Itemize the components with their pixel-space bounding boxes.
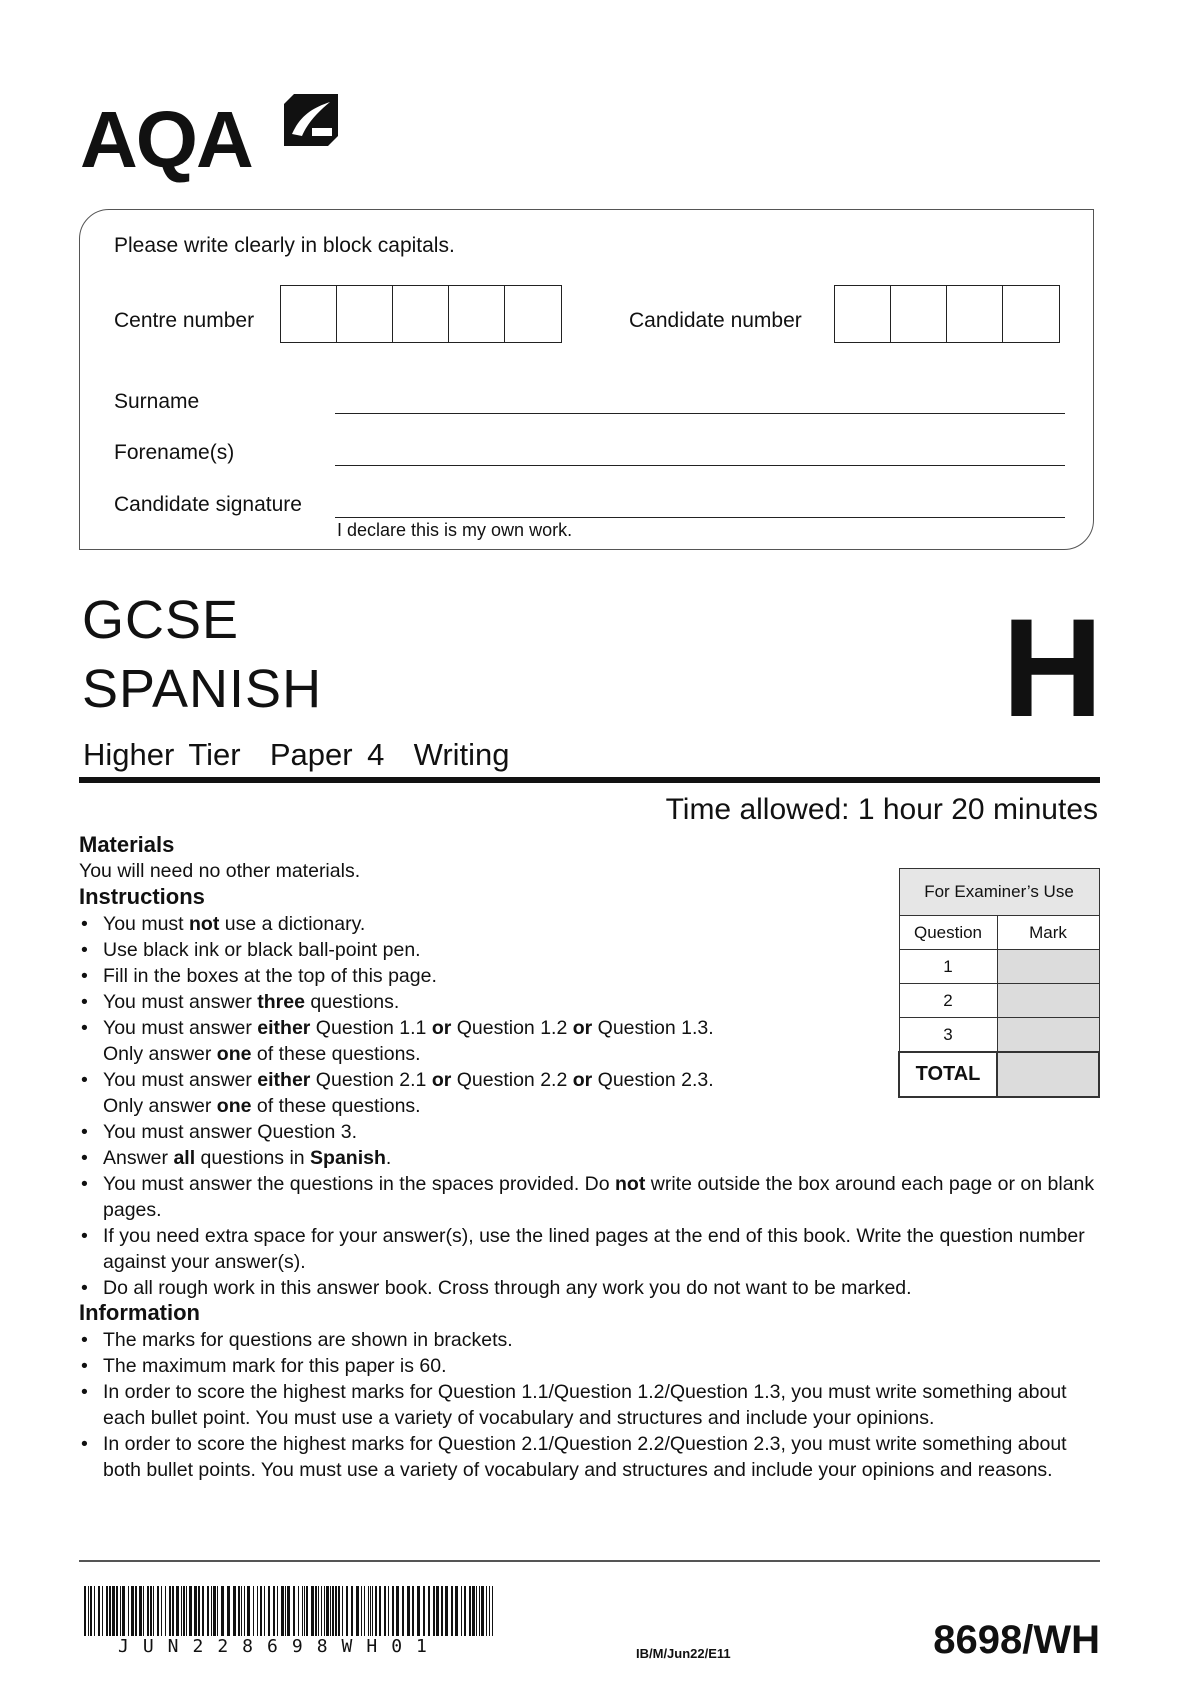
footer-divider: [79, 1560, 1100, 1562]
forenames-line[interactable]: [335, 465, 1065, 466]
block-capitals-instruction: Please write clearly in block capitals.: [114, 234, 455, 257]
candidate-number-label: Candidate number: [629, 309, 802, 332]
instruction-item: • You must answer three questions.: [79, 989, 1099, 1015]
surname-label: Surname: [114, 390, 200, 413]
instruction-item: • You must answer Question 3.: [79, 1119, 1099, 1145]
paper-reference: IB/M/Jun22/E11: [636, 1646, 731, 1661]
question-number: 1: [899, 950, 997, 984]
candidate-number-digit-box[interactable]: [891, 286, 947, 342]
instruction-item: • Fill in the boxes at the top of this page.: [79, 963, 1099, 989]
mark-cell: [997, 950, 1099, 984]
instruction-item: • Use black ink or black ball-point pen.: [79, 937, 1099, 963]
own-work-declaration: I declare this is my own work.: [337, 520, 573, 540]
information-list: [79, 1327, 1099, 1483]
signature-label: Candidate signature: [114, 493, 302, 516]
instruction-item: • Answer all questions in Spanish.: [79, 1145, 1099, 1171]
surname-line[interactable]: [335, 413, 1065, 414]
centre-number-digit-box[interactable]: [449, 286, 505, 342]
qualification-title: GCSE: [82, 590, 240, 650]
aqa-leaf-logo-icon: [282, 92, 340, 146]
mark-cell: [997, 984, 1099, 1018]
centre-number-label: Centre number: [114, 309, 255, 332]
instruction-item: • You must answer either Question 2.1 or Question 2.2 or Question 2.3. Only answer one of these questions.: [79, 1067, 1099, 1119]
barcode-icon: [84, 1586, 496, 1636]
question-number: 3: [899, 1018, 997, 1053]
instruction-item: • Do all rough work in this answer book. Cross through any work you do not want to be marked.: [79, 1275, 1099, 1301]
title-divider: [79, 777, 1100, 783]
candidate-number-digit-box[interactable]: [1003, 286, 1059, 342]
forenames-label: Forename(s): [114, 441, 235, 464]
mark-cell: [997, 1018, 1099, 1053]
instruction-item: • You must answer the questions in the spaces provided. Do not write outside the box around each page or on blank pages.: [79, 1171, 1099, 1223]
time-allowed: Time allowed: 1 hour 20 minutes: [665, 793, 1098, 826]
mark-column-header: Mark: [997, 916, 1099, 950]
examiners-use-title: For Examiner’s Use: [899, 869, 1099, 916]
information-item: • In order to score the highest marks for Question 1.1/Question 1.2/Question 1.3, you must write something about each bullet point. You must use a variety of vocabulary and structures and include your opinions.: [79, 1379, 1099, 1431]
materials-heading: Materials: [79, 832, 175, 857]
instruction-item: • You must answer either Question 1.1 or Question 1.2 or Question 1.3. Only answer one of these questions.: [79, 1015, 1099, 1067]
centre-number-boxes[interactable]: [280, 285, 562, 343]
question-column-header: Question: [899, 916, 997, 950]
aqa-logo-text: AQA: [80, 95, 252, 184]
centre-number-digit-box[interactable]: [337, 286, 393, 342]
instruction-item: • You must not use a dictionary.: [79, 911, 1099, 937]
signature-line[interactable]: [335, 517, 1065, 518]
instruction-item: • If you need extra space for your answer(s), use the lined pages at the end of this book. Write the question number against your answer(s).: [79, 1223, 1099, 1275]
materials-text: You will need no other materials.: [79, 860, 361, 882]
candidate-number-boxes[interactable]: [834, 285, 1060, 343]
candidate-number-digit-box[interactable]: [835, 286, 891, 342]
question-number: 2: [899, 984, 997, 1018]
subject-title: SPANISH: [82, 659, 323, 719]
instructions-heading: Instructions: [79, 884, 205, 909]
centre-number-digit-box[interactable]: [505, 286, 561, 342]
paper-code: 8698/WH: [933, 1618, 1100, 1662]
information-item: • The marks for questions are shown in brackets.: [79, 1327, 1099, 1353]
information-heading: Information: [79, 1300, 200, 1325]
paper-subtitle: Higher Tier Paper 4 Writing: [83, 737, 510, 772]
information-item: • The maximum mark for this paper is 60.: [79, 1353, 1099, 1379]
total-label: TOTAL: [899, 1052, 997, 1097]
tier-letter: H: [1002, 589, 1104, 746]
examiners-use-table: [898, 868, 1100, 1098]
barcode-number: JUN228698WH01: [118, 1636, 441, 1657]
centre-number-digit-box[interactable]: [281, 286, 337, 342]
centre-number-digit-box[interactable]: [393, 286, 449, 342]
candidate-number-digit-box[interactable]: [947, 286, 1003, 342]
information-item: • In order to score the highest marks for Question 2.1/Question 2.2/Question 2.3, you must write something about both bullet points. You must use a variety of vocabulary and structures and include your opinions and reasons.: [79, 1431, 1099, 1483]
total-mark-cell: [997, 1052, 1099, 1097]
